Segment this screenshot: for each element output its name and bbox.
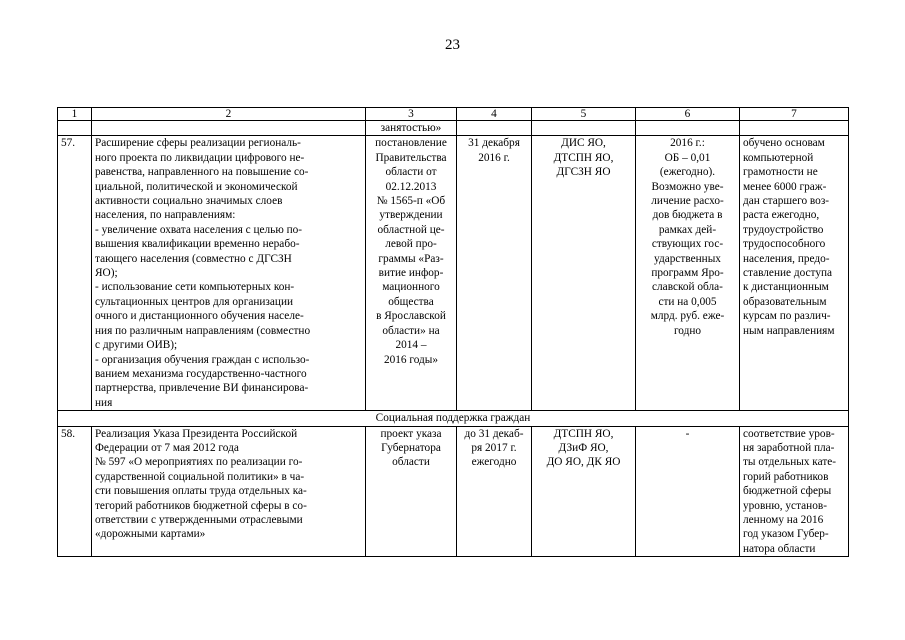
text-line: в Ярославской — [376, 310, 446, 323]
text-line: трудоспособного — [743, 238, 826, 251]
text-line: ставление доступа — [743, 267, 833, 280]
deadline — [457, 136, 532, 411]
expected-result — [740, 426, 849, 557]
table-row-58 — [58, 426, 849, 557]
text-line: 31 декабря — [468, 137, 520, 150]
text-line: славской обла- — [652, 281, 723, 294]
text-line: образовательным — [743, 295, 827, 308]
text-line: с другими ОИВ); — [95, 339, 178, 352]
text-line: проект указа — [380, 427, 442, 440]
text-line: - организация обучения граждан с использо- — [95, 353, 310, 366]
text-line: компьютерной — [743, 151, 814, 164]
text-line: ОБ – 0,01 — [664, 151, 711, 164]
text-line: Федерации от 7 мая 2012 года — [95, 441, 239, 454]
column-number: 7 — [740, 108, 849, 121]
text-line: - увеличение охвата населения с целью по- — [95, 223, 303, 236]
text-line: курсам по различ- — [743, 310, 831, 323]
text-line: (ежегодно). — [659, 166, 716, 179]
column-number: 1 — [58, 108, 92, 121]
row-number: 57. — [58, 136, 92, 411]
text-line: вышения квалификации временно нерабо- — [95, 238, 300, 251]
text-line: ным направлениям — [743, 324, 835, 337]
column-number: 2 — [92, 108, 366, 121]
text-line: ежегодно — [471, 456, 517, 469]
legal-document — [366, 426, 457, 557]
financing — [636, 136, 740, 411]
text-line: № 1565-п «Об — [376, 195, 446, 208]
text-line: равенства, направленного на повышение со- — [95, 166, 309, 179]
text-line: № 597 «О мероприятиях по реализации го- — [95, 456, 303, 469]
executors — [532, 136, 636, 411]
text-line: области от — [385, 166, 437, 179]
text-line: области — [392, 456, 430, 469]
text-line: активности социально значимых слоев — [95, 195, 283, 208]
text-line: 2016 годы» — [383, 353, 439, 366]
text-line: грамотности не — [743, 166, 818, 179]
text-line: - — [685, 427, 690, 440]
text-line: очного и дистанционного обучения населе- — [95, 310, 304, 323]
row-number: 58. — [58, 426, 92, 557]
text-line: ДЗиФ ЯО, — [558, 441, 609, 454]
text-line: обучено основам — [743, 137, 825, 150]
text-line: ударственных — [654, 252, 721, 265]
text-line: мационного — [382, 281, 440, 294]
table-row-57 — [58, 136, 849, 411]
text-line: ДИС ЯО, — [561, 137, 606, 150]
text-line: до 31 декаб- — [464, 427, 524, 440]
text-line: личение расхо- — [651, 195, 724, 208]
section-row — [58, 411, 849, 426]
text-line: сти на 0,005 — [658, 295, 717, 308]
continuation-row — [58, 121, 849, 136]
text-line: рамках дей- — [658, 223, 717, 236]
text-line: бюджетной сферы — [743, 485, 832, 498]
text-line: населения, предо- — [743, 252, 830, 265]
text-line: горий работников — [743, 470, 829, 483]
text-line: ния по различным направлениям (совместно — [95, 324, 311, 337]
text-line: Расширение сферы реализации региональ- — [95, 137, 301, 150]
text-line: к дистанционным — [743, 281, 829, 294]
text-line: утверждении — [379, 209, 443, 222]
text-line: общества — [388, 295, 434, 308]
text-line: ДТСПН ЯО, — [553, 151, 614, 164]
text-line: млрд. руб. еже- — [650, 310, 725, 323]
text-line: ня заработной пла- — [743, 441, 835, 454]
text-line: сультационных центров для организации — [95, 295, 294, 308]
text-line: год указом Губер- — [743, 528, 829, 541]
text-line: ДГСЗН ЯО — [556, 166, 611, 179]
text-line: ты отдельных кате- — [743, 456, 837, 469]
measure-description — [92, 426, 366, 557]
text-line: области» на — [382, 324, 440, 337]
text-line: партнерства, привлечение ВИ финансирова- — [95, 382, 309, 395]
text-line: раста ежегодно, — [743, 209, 820, 222]
text-line: Губернатора — [381, 441, 441, 454]
text-line: витие инфор- — [378, 267, 444, 280]
expected-result — [740, 136, 849, 411]
text-line: циальной, политической и экономической — [95, 180, 298, 193]
text-line: программ Яро- — [651, 267, 724, 280]
text-line: Реализация Указа Президента Российской — [95, 427, 298, 440]
text-line: ДО ЯО, ДК ЯО — [546, 456, 621, 469]
column-number: 5 — [532, 108, 636, 121]
column-number: 3 — [366, 108, 457, 121]
text-line: сти повышения оплаты труда отдельных ка- — [95, 485, 307, 498]
column-number: 4 — [457, 108, 532, 121]
text-line: ного проекта по ликвидации цифрового не- — [95, 151, 305, 164]
text-line: населения, по направлениям: — [95, 209, 236, 222]
continuation-text: занятостью» — [366, 121, 457, 136]
text-line: 2016 г. — [478, 151, 510, 164]
text-line: 02.12.2013 — [385, 180, 437, 193]
text-line: 2016 г.: — [670, 137, 705, 150]
text-line: ря 2017 г. — [471, 441, 517, 454]
text-line: постановление — [375, 137, 447, 150]
deadline — [457, 426, 532, 557]
text-line: трудоустройство — [743, 223, 824, 236]
text-line: годно — [673, 324, 702, 337]
text-line: областной це- — [377, 223, 445, 236]
text-line: тегорий работников бюджетной сферы в со- — [95, 499, 307, 512]
text-line: натора области — [743, 542, 816, 555]
text-line: ния — [95, 396, 113, 409]
text-line: дов бюджета в — [652, 209, 723, 222]
text-line: ДТСПН ЯО, — [553, 427, 614, 440]
text-line: Правительства — [375, 151, 447, 164]
text-line: тающего населения (совместно с ДГСЗН — [95, 252, 292, 265]
text-line: ствующих гос- — [651, 238, 724, 251]
column-number-row — [58, 108, 849, 121]
text-line: уровню, установ- — [743, 499, 827, 512]
text-line: ванием механизма государственно-частного — [95, 367, 307, 380]
text-line: Возможно уве- — [651, 180, 724, 193]
financing — [636, 426, 740, 557]
text-line: дан старшего воз- — [743, 195, 830, 208]
text-line: граммы «Раз- — [378, 252, 444, 265]
text-line: менее 6000 граж- — [743, 180, 827, 193]
text-line: ленному на 2016 — [743, 513, 824, 526]
text-line: ответствии с утвержденными отраслевыми — [95, 513, 303, 526]
executors — [532, 426, 636, 557]
text-line: соответствие уров- — [743, 427, 835, 440]
text-line: сударственной социальной политики» в ча- — [95, 470, 305, 483]
text-line: левой про- — [385, 238, 437, 251]
text-line: «дорожными картами» — [95, 528, 206, 541]
section-title: Социальная поддержка граждан — [58, 411, 849, 426]
column-number: 6 — [636, 108, 740, 121]
measure-description — [92, 136, 366, 411]
page-number: 23 — [445, 37, 460, 53]
text-line: 2014 – — [395, 339, 427, 352]
measures-table — [57, 107, 849, 557]
legal-document — [366, 136, 457, 411]
text-line: ЯО); — [95, 267, 118, 280]
text-line: - использование сети компьютерных кон- — [95, 281, 295, 294]
